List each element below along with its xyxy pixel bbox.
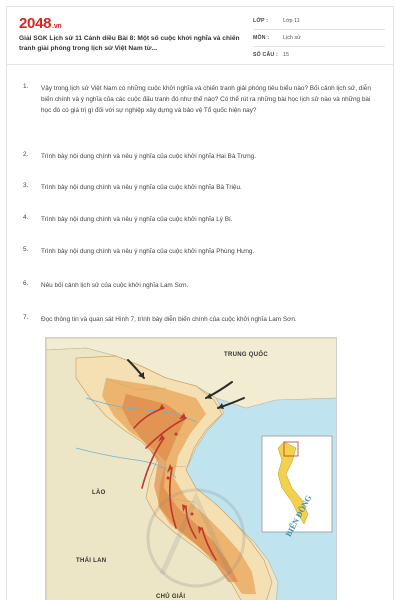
document-meta (253, 15, 385, 66)
question-number: 1. (23, 83, 29, 90)
meta-value: Lớp 11 (283, 18, 300, 24)
question-number: 6. (23, 280, 29, 287)
map-label-china: TRUNG QUỐC (224, 352, 268, 358)
map-label-legend: CHỦ GIẢI (156, 594, 186, 600)
question-text: Trình bày nội dung chính và nêu ý nghĩa của cuộc khởi nghĩa Hai Bà Trưng. (41, 153, 256, 160)
meta-value: 15 (283, 52, 289, 58)
meta-row-grade (253, 15, 385, 30)
map-label-thailand: THÁI LAN (76, 558, 107, 564)
question-text: Trình bày nội dung chính và nêu ý nghĩa của cuộc khởi nghĩa Lý Bí. (41, 216, 233, 223)
lam-son-map-figure (45, 337, 337, 600)
meta-key: LỚP : (253, 18, 269, 24)
document-header (7, 7, 393, 65)
question-number: 3. (23, 182, 29, 189)
map-label-laos: LÀO (92, 490, 106, 496)
document-title: Giải SGK Lịch sử 11 Cánh diều Bài 8: Một số cuộc khởi nghĩa và chiến tranh giải phóng trong lịch sử Việt Nam từ... (19, 35, 240, 52)
document-card (6, 6, 394, 600)
question-text: Nêu bối cảnh lịch sử của cuộc khởi nghĩa Lam Sơn. (41, 282, 189, 289)
meta-key: SỐ CÂU : (253, 52, 278, 58)
meta-key: MÔN : (253, 35, 270, 41)
map-label-sea: BIỂN ĐÔNG (284, 493, 314, 539)
meta-row-question-count (253, 49, 385, 64)
question-number: 7. (23, 314, 29, 321)
meta-row-subject (253, 32, 385, 47)
question-text: Đọc thông tin và quan sát Hình 7, trình bày diễn biến chính của cuộc khởi nghĩa Lam Sơn. (41, 316, 297, 323)
logo-main: 2048 (19, 15, 52, 32)
question-text: Trình bày nội dung chính và nêu ý nghĩa của cuộc khởi nghĩa Bà Triệu. (41, 184, 242, 191)
question-text: Trình bày nội dung chính và nêu ý nghĩa của cuộc khởi nghĩa Phùng Hưng. (41, 248, 255, 255)
question-number: 5. (23, 246, 29, 253)
logo-tld: .vn (52, 23, 62, 30)
question-number: 2. (23, 151, 29, 158)
question-text: Vậy trong lịch sử Việt Nam có những cuộc khởi nghĩa và chiến tranh giải phóng tiêu biểu nào? Bối cảnh lịch sử, diễn biến chính và ý nghĩa của các cuộc đấu tranh đó như thế nào? Có thể rút ra những bài học lịch sử nào và những bài học đó có giá trị gì đối với sự nghiệp xây dựng và bảo vệ Tổ quốc hiện nay? (41, 85, 371, 114)
question-number: 4. (23, 214, 29, 221)
meta-value: Lịch sử (283, 35, 301, 41)
site-logo[interactable] (19, 15, 61, 32)
